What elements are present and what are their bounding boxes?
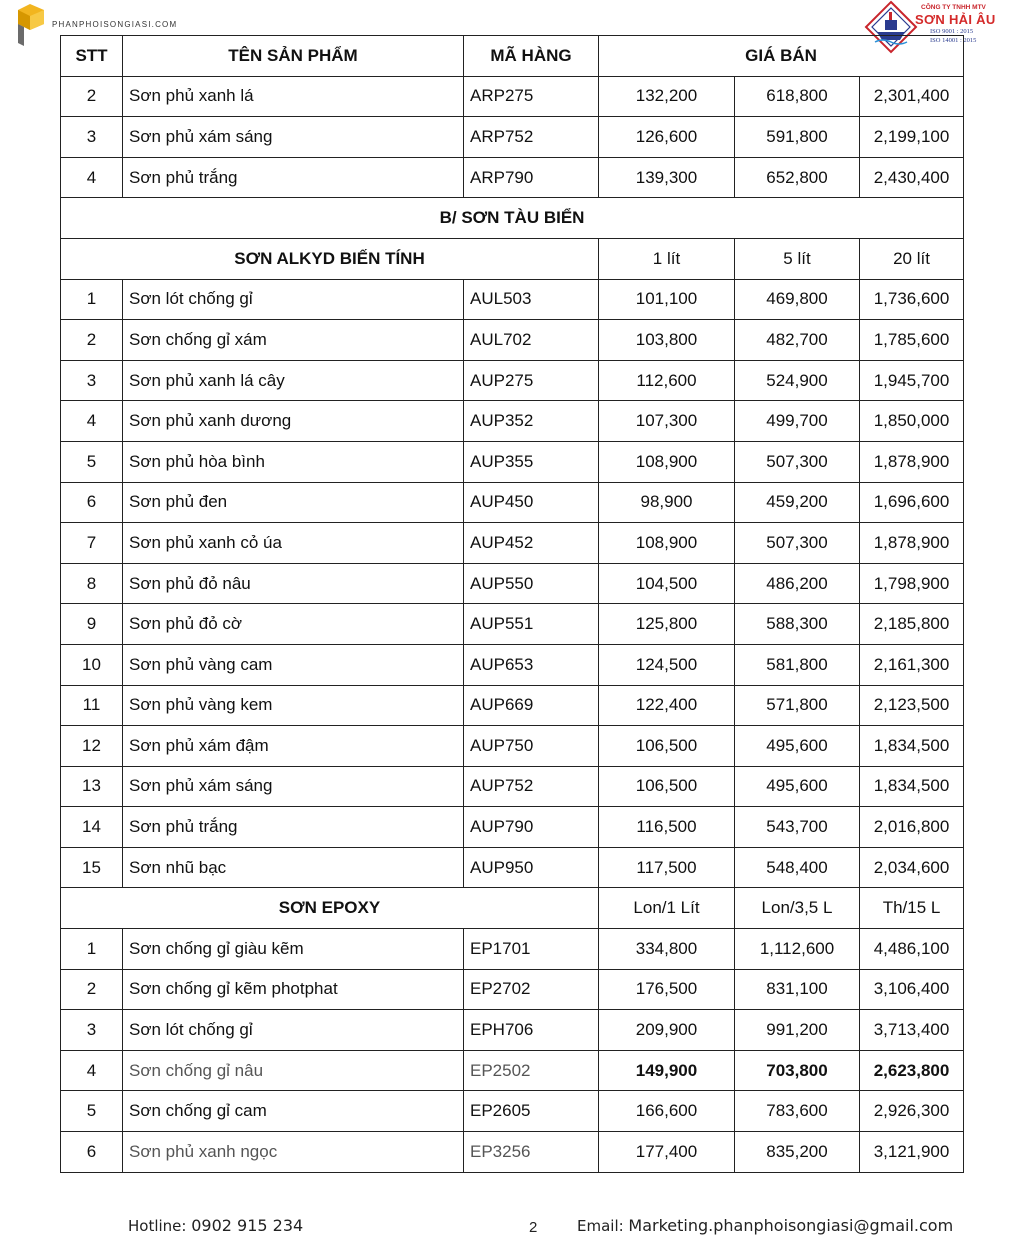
row-stt: 10: [61, 644, 123, 685]
row-code: AUP790: [464, 807, 599, 848]
table-row: [61, 482, 964, 523]
row-price-3: 1,834,500: [860, 726, 964, 767]
row-code: ARP275: [464, 76, 599, 117]
row-price-3: 2,926,300: [860, 1091, 964, 1132]
row-price-3: 1,834,500: [860, 766, 964, 807]
row-price-3: 1,878,900: [860, 441, 964, 482]
row-price-3: 1,696,600: [860, 482, 964, 523]
row-product-name: Sơn phủ xanh dương: [123, 401, 464, 442]
row-stt: 14: [61, 807, 123, 848]
unit-2: Lon/3,5 L: [735, 888, 860, 929]
row-price-1: 334,800: [599, 929, 735, 970]
table-row: [61, 1010, 964, 1051]
row-product-name: Sơn phủ xám sáng: [123, 766, 464, 807]
table-row: [61, 563, 964, 604]
row-price-2: 507,300: [735, 441, 860, 482]
row-product-name: Sơn chống gỉ giàu kẽm: [123, 929, 464, 970]
row-price-1: 176,500: [599, 969, 735, 1010]
row-price-3: 2,123,500: [860, 685, 964, 726]
row-product-name: Sơn phủ xám sáng: [123, 117, 464, 158]
row-price-2: 1,112,600: [735, 929, 860, 970]
row-price-3: 3,121,900: [860, 1132, 964, 1173]
row-product-name: Sơn phủ trắng: [123, 157, 464, 198]
row-code: AUP275: [464, 360, 599, 401]
row-price-1: 108,900: [599, 523, 735, 564]
row-code: EP2502: [464, 1050, 599, 1091]
table-row: [61, 401, 964, 442]
row-code: AUP750: [464, 726, 599, 767]
group-alkyd-row: [61, 238, 964, 279]
email-label: Email:: [577, 1217, 624, 1235]
row-price-3: 1,945,700: [860, 360, 964, 401]
row-product-name: Sơn phủ xám đậm: [123, 726, 464, 767]
table-row: [61, 523, 964, 564]
row-stt: 8: [61, 563, 123, 604]
company-type: CÔNG TY TNHH MTV: [921, 4, 986, 11]
row-stt: 5: [61, 441, 123, 482]
row-price-2: 482,700: [735, 320, 860, 361]
row-price-1: 166,600: [599, 1091, 735, 1132]
row-stt: 13: [61, 766, 123, 807]
row-code: AUP752: [464, 766, 599, 807]
row-stt: 15: [61, 847, 123, 888]
row-price-2: 618,800: [735, 76, 860, 117]
table-row: [61, 929, 964, 970]
table-row: [61, 1091, 964, 1132]
row-price-1: 177,400: [599, 1132, 735, 1173]
table-row: [61, 807, 964, 848]
row-price-3: 2,301,400: [860, 76, 964, 117]
group-epoxy-row: [61, 888, 964, 929]
table-row: [61, 320, 964, 361]
price-table: [60, 35, 964, 1173]
row-price-1: 126,600: [599, 117, 735, 158]
row-stt: 4: [61, 157, 123, 198]
row-product-name: Sơn chống gỉ cam: [123, 1091, 464, 1132]
row-stt: 3: [61, 1010, 123, 1051]
row-code: AUP653: [464, 644, 599, 685]
row-price-1: 149,900: [599, 1050, 735, 1091]
unit-3: 20 lít: [860, 238, 964, 279]
row-price-3: 1,850,000: [860, 401, 964, 442]
row-price-1: 132,200: [599, 76, 735, 117]
header-code: MÃ HÀNG: [464, 36, 599, 77]
table-row: [61, 847, 964, 888]
brand-name: SƠN HẢI ÂU: [915, 12, 996, 27]
page-number: 2: [529, 1219, 538, 1236]
table-row: [61, 766, 964, 807]
row-price-1: 101,100: [599, 279, 735, 320]
row-stt: 7: [61, 523, 123, 564]
row-stt: 4: [61, 401, 123, 442]
table-row: [61, 441, 964, 482]
row-stt: 2: [61, 320, 123, 361]
row-price-1: 103,800: [599, 320, 735, 361]
row-price-2: 991,200: [735, 1010, 860, 1051]
iso-14001: ISO 14001 : 2015: [930, 37, 977, 44]
row-product-name: Sơn chống gỉ xám: [123, 320, 464, 361]
row-stt: 5: [61, 1091, 123, 1132]
row-stt: 6: [61, 482, 123, 523]
row-price-2: 548,400: [735, 847, 860, 888]
row-price-2: 459,200: [735, 482, 860, 523]
table-row: [61, 969, 964, 1010]
email-address[interactable]: Marketing.phanphoisongiasi@gmail.com: [628, 1216, 954, 1235]
hotline: [128, 1216, 303, 1236]
row-price-1: 107,300: [599, 401, 735, 442]
row-code: AUL702: [464, 320, 599, 361]
row-price-2: 486,200: [735, 563, 860, 604]
row-product-name: Sơn chống gỉ nâu: [123, 1050, 464, 1091]
row-product-name: Sơn chống gỉ kẽm photphat: [123, 969, 464, 1010]
section-row: [61, 198, 964, 239]
row-price-1: 209,900: [599, 1010, 735, 1051]
row-price-1: 116,500: [599, 807, 735, 848]
unit-2: 5 lít: [735, 238, 860, 279]
unit-1: 1 lít: [599, 238, 735, 279]
row-price-2: 831,100: [735, 969, 860, 1010]
row-stt: 12: [61, 726, 123, 767]
table-row: [61, 360, 964, 401]
row-code: AUP355: [464, 441, 599, 482]
row-price-1: 108,900: [599, 441, 735, 482]
row-stt: 9: [61, 604, 123, 645]
email: [577, 1216, 953, 1236]
row-code: AUP352: [464, 401, 599, 442]
table-row: [61, 1132, 964, 1173]
table-row: [61, 117, 964, 158]
row-product-name: Sơn phủ xanh lá: [123, 76, 464, 117]
row-code: AUP452: [464, 523, 599, 564]
row-code: EP3256: [464, 1132, 599, 1173]
table-header-row: [61, 36, 964, 77]
header-price: GIÁ BÁN: [599, 36, 964, 77]
row-price-2: 652,800: [735, 157, 860, 198]
row-price-2: 703,800: [735, 1050, 860, 1091]
row-price-1: 106,500: [599, 726, 735, 767]
row-price-1: 122,400: [599, 685, 735, 726]
row-price-2: 835,200: [735, 1132, 860, 1173]
unit-1: Lon/1 Lít: [599, 888, 735, 929]
row-code: AUP669: [464, 685, 599, 726]
row-price-3: 2,623,800: [860, 1050, 964, 1091]
row-stt: 3: [61, 117, 123, 158]
row-stt: 1: [61, 929, 123, 970]
row-price-1: 139,300: [599, 157, 735, 198]
row-price-3: 1,798,900: [860, 563, 964, 604]
row-price-1: 117,500: [599, 847, 735, 888]
hotline-label: Hotline:: [128, 1217, 187, 1235]
table-row: [61, 76, 964, 117]
row-price-2: 783,600: [735, 1091, 860, 1132]
site-logo-icon: [16, 4, 46, 46]
row-price-2: 499,700: [735, 401, 860, 442]
row-stt: 4: [61, 1050, 123, 1091]
row-code: AUP550: [464, 563, 599, 604]
row-price-2: 507,300: [735, 523, 860, 564]
row-product-name: Sơn phủ đen: [123, 482, 464, 523]
table-row: [61, 604, 964, 645]
row-product-name: Sơn phủ xanh ngọc: [123, 1132, 464, 1173]
row-product-name: Sơn lót chống gỉ: [123, 1010, 464, 1051]
row-stt: 6: [61, 1132, 123, 1173]
row-code: AUP950: [464, 847, 599, 888]
row-product-name: Sơn phủ đỏ cờ: [123, 604, 464, 645]
row-product-name: Sơn phủ vàng cam: [123, 644, 464, 685]
header-stt: STT: [61, 36, 123, 77]
site-name: PHANPHOISONGIASI.COM: [52, 20, 178, 29]
unit-3: Th/15 L: [860, 888, 964, 929]
row-code: AUP450: [464, 482, 599, 523]
row-price-3: 2,185,800: [860, 604, 964, 645]
row-price-2: 588,300: [735, 604, 860, 645]
row-code: EP2605: [464, 1091, 599, 1132]
row-price-2: 495,600: [735, 726, 860, 767]
row-price-2: 469,800: [735, 279, 860, 320]
table-row: [61, 1050, 964, 1091]
group-title: SƠN ALKYD BIẾN TÍNH: [61, 238, 599, 279]
row-code: EPH706: [464, 1010, 599, 1051]
row-price-1: 106,500: [599, 766, 735, 807]
row-stt: 2: [61, 76, 123, 117]
row-stt: 2: [61, 969, 123, 1010]
row-price-3: 3,106,400: [860, 969, 964, 1010]
group-title: SƠN EPOXY: [61, 888, 599, 929]
row-product-name: Sơn phủ hòa bình: [123, 441, 464, 482]
row-code: EP1701: [464, 929, 599, 970]
row-price-1: 125,800: [599, 604, 735, 645]
row-price-1: 98,900: [599, 482, 735, 523]
section-title: B/ SƠN TÀU BIỂN: [61, 198, 964, 239]
row-product-name: Sơn phủ đỏ nâu: [123, 563, 464, 604]
row-stt: 1: [61, 279, 123, 320]
table-row: [61, 726, 964, 767]
row-price-2: 571,800: [735, 685, 860, 726]
table-row: [61, 279, 964, 320]
table-row: [61, 157, 964, 198]
row-price-3: 2,161,300: [860, 644, 964, 685]
row-price-1: 124,500: [599, 644, 735, 685]
table-row: [61, 644, 964, 685]
row-code: AUP551: [464, 604, 599, 645]
row-product-name: Sơn phủ xanh lá cây: [123, 360, 464, 401]
row-price-3: 2,016,800: [860, 807, 964, 848]
table-row: [61, 685, 964, 726]
row-product-name: Sơn lót chống gỉ: [123, 279, 464, 320]
row-price-3: 2,430,400: [860, 157, 964, 198]
header-product-name: TÊN SẢN PHẨM: [123, 36, 464, 77]
row-price-3: 2,199,100: [860, 117, 964, 158]
row-price-2: 591,800: [735, 117, 860, 158]
row-code: EP2702: [464, 969, 599, 1010]
row-stt: 11: [61, 685, 123, 726]
row-price-3: 2,034,600: [860, 847, 964, 888]
hotline-number[interactable]: 0902 915 234: [191, 1216, 304, 1235]
row-product-name: Sơn phủ vàng kem: [123, 685, 464, 726]
row-price-3: 4,486,100: [860, 929, 964, 970]
row-stt: 3: [61, 360, 123, 401]
row-code: AUL503: [464, 279, 599, 320]
row-price-2: 543,700: [735, 807, 860, 848]
row-price-3: 1,736,600: [860, 279, 964, 320]
row-price-3: 3,713,400: [860, 1010, 964, 1051]
row-product-name: Sơn phủ xanh cỏ úa: [123, 523, 464, 564]
iso-9001: ISO 9001 : 2015: [930, 28, 974, 35]
row-price-3: 1,785,600: [860, 320, 964, 361]
row-code: ARP790: [464, 157, 599, 198]
row-price-3: 1,878,900: [860, 523, 964, 564]
row-price-2: 524,900: [735, 360, 860, 401]
row-price-1: 104,500: [599, 563, 735, 604]
row-price-2: 581,800: [735, 644, 860, 685]
row-code: ARP752: [464, 117, 599, 158]
row-price-1: 112,600: [599, 360, 735, 401]
row-product-name: Sơn phủ trắng: [123, 807, 464, 848]
row-price-2: 495,600: [735, 766, 860, 807]
row-product-name: Sơn nhũ bạc: [123, 847, 464, 888]
